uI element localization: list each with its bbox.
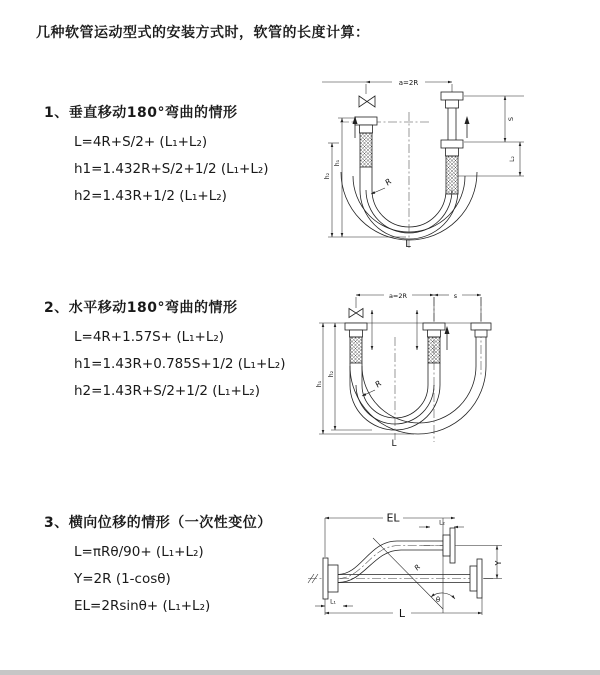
dim-label-l2: L₂ (509, 156, 516, 162)
valve-icon (359, 96, 375, 107)
dim-label-a2r: a=2R (388, 291, 408, 300)
diagram-horizontal-180-bend (310, 282, 585, 462)
radius-callout (371, 177, 393, 194)
section-lateral-displacement (44, 512, 272, 620)
hose-s-curve (338, 541, 443, 583)
dimension-s (458, 96, 524, 176)
dim-label-l2: L₂ (439, 519, 445, 527)
dimension-l2 (509, 142, 520, 176)
scan-edge (0, 670, 600, 675)
right-riser (441, 92, 463, 194)
left-riser (345, 323, 367, 385)
formula-Y: Y=2R (1-cosθ) (74, 571, 171, 587)
original-position-flange (470, 559, 482, 598)
dimension-l (325, 598, 482, 620)
diagram-lateral-displacement (303, 503, 518, 643)
dimension-shift-s (356, 292, 481, 321)
section-horizontal-180 (44, 297, 285, 405)
left-riser (355, 117, 377, 190)
right-riser (471, 323, 491, 366)
formula-L: L=4R+1.57S+ (L₁+L₂) (74, 329, 225, 345)
formula-h1: h1=1.432R+S/2+1/2 (L₁+L₂) (74, 161, 269, 177)
formula-h1: h1=1.43R+0.785S+1/2 (L₁+L₂) (74, 356, 286, 372)
section-1-heading: 1、垂直移动180°弯曲的情形 (44, 105, 238, 121)
radius-callout (373, 538, 443, 609)
diagram-vertical-180-bend (312, 66, 577, 258)
valve-icon (349, 309, 363, 318)
dim-label-h2: h₂ (324, 172, 331, 180)
upper-right-flange (443, 528, 455, 563)
formula-h2: h2=1.43R+S/2+1/2 (L₁+L₂) (74, 383, 260, 399)
dim-label-s: S (507, 116, 515, 122)
page-title: 几种软管运动型式的安装方式时，软管的长度计算： (36, 25, 370, 41)
middle-riser (423, 323, 445, 385)
section-3-heading: 3、横向位移的情形（一次性变位） (44, 515, 272, 531)
dim-label-h2: h₂ (328, 370, 335, 378)
formula-EL: EL=2Rsinθ+ (L₁+L₂) (74, 598, 211, 614)
dim-label-el: EL (386, 511, 400, 525)
radius-callout (362, 379, 383, 396)
formula-L: L=πRθ/90+ (L₁+L₂) (74, 544, 204, 560)
dim-label-l: L (391, 439, 397, 449)
dim-label-theta: θ (435, 596, 441, 604)
dim-label-r: R (413, 563, 423, 573)
dim-label-a2r: a=2R (398, 78, 419, 87)
dim-label-s: s (453, 291, 458, 300)
dimension-l2 (419, 520, 464, 528)
dim-label-r: R (383, 176, 394, 188)
dim-label-l: L (405, 239, 411, 250)
dim-label-r: R (373, 378, 384, 390)
dim-label-h1: h₁ (316, 380, 323, 388)
dim-label-y: Y (494, 560, 503, 566)
dim-label-l1: L₁ (330, 598, 336, 606)
left-flange (323, 558, 338, 599)
formula-h2: h2=1.43R+1/2 (L₁+L₂) (74, 188, 227, 204)
dimension-l1 (315, 599, 353, 607)
dimension-top-a2r (356, 292, 434, 300)
section-vertical-180 (44, 102, 269, 210)
dimension-top-a2r (322, 79, 452, 94)
dim-label-h1: h₁ (334, 159, 341, 167)
movement-arrow-up-right (465, 116, 470, 138)
formula-L: L=4R+S/2+ (L₁+L₂) (74, 134, 208, 150)
dim-label-l: L (398, 607, 406, 620)
section-2-heading: 2、水平移动180°弯曲的情形 (44, 300, 238, 316)
